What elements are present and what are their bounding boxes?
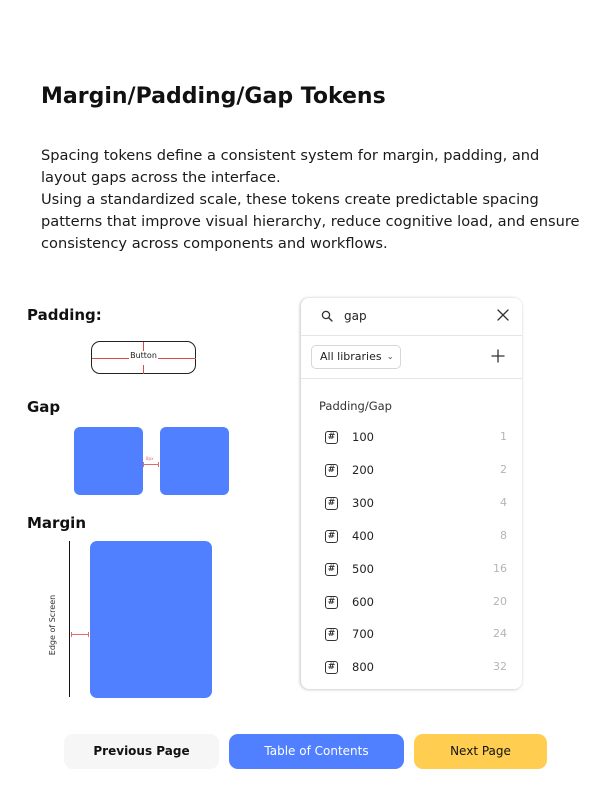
- previous-page-button[interactable]: Previous Page: [64, 734, 219, 769]
- token-name: 700: [352, 627, 374, 641]
- padding-button-text: Button: [130, 351, 157, 360]
- token-item[interactable]: [301, 621, 522, 649]
- gap-value-label: 8px: [146, 456, 154, 461]
- number-token-icon: #: [325, 464, 338, 477]
- margin-label: Margin: [27, 514, 87, 532]
- margin-content-box: [90, 541, 212, 698]
- token-item[interactable]: [301, 424, 522, 452]
- token-value: 16: [493, 562, 507, 575]
- token-name: 800: [352, 660, 374, 674]
- library-select-value: All libraries: [320, 350, 382, 363]
- token-name: 200: [352, 463, 374, 477]
- padding-top-line: [143, 342, 144, 351]
- search-icon: [321, 310, 333, 322]
- library-filter-row: [301, 336, 522, 379]
- token-name: 600: [352, 595, 374, 609]
- token-item[interactable]: [301, 589, 522, 617]
- padding-button-text-wrap: [92, 351, 195, 360]
- token-value: 20: [493, 595, 507, 608]
- table-of-contents-button[interactable]: Table of Contents: [229, 734, 404, 769]
- padding-bottom-line: [143, 365, 144, 374]
- number-token-icon: #: [325, 596, 338, 609]
- token-value: 4: [500, 496, 507, 509]
- token-name: 100: [352, 430, 374, 444]
- token-item[interactable]: [301, 490, 522, 518]
- intro-text: [41, 145, 581, 255]
- gap-label: Gap: [27, 398, 61, 416]
- intro-paragraph-2: Using a standardized scale, these tokens create predictable spacing patterns that improve visual hierarchy, reduce cognitive load, and ensure consistency across components and workflows.: [41, 191, 580, 252]
- token-name: 300: [352, 496, 374, 510]
- token-library-panel: [301, 298, 522, 689]
- token-name: 400: [352, 529, 374, 543]
- token-value: 1: [500, 430, 507, 443]
- page-title: Margin/Padding/Gap Tokens: [41, 84, 386, 109]
- number-token-icon: #: [325, 431, 338, 444]
- library-select[interactable]: [311, 345, 401, 369]
- plus-icon[interactable]: [491, 349, 505, 363]
- search-row: [301, 298, 522, 336]
- next-page-button[interactable]: Next Page: [414, 734, 547, 769]
- search-input[interactable]: gap: [344, 309, 367, 323]
- chevron-down-icon: ⌄: [386, 352, 394, 361]
- margin-measure-marker: [71, 634, 89, 635]
- token-value: 24: [493, 627, 507, 640]
- gap-box-right: [160, 427, 229, 495]
- number-token-icon: #: [325, 563, 338, 576]
- close-icon[interactable]: [497, 309, 509, 321]
- gap-box-left: [74, 427, 143, 495]
- token-value: 8: [500, 529, 507, 542]
- token-item[interactable]: [301, 654, 522, 682]
- gap-measure-marker: [143, 464, 159, 465]
- token-value: 2: [500, 463, 507, 476]
- screen-edge-line: [69, 541, 70, 697]
- number-token-icon: #: [325, 530, 338, 543]
- padding-label: Padding:: [27, 306, 102, 324]
- padding-button-demo: [91, 341, 196, 374]
- token-item[interactable]: [301, 457, 522, 485]
- token-group-title: Padding/Gap: [319, 399, 392, 413]
- token-item[interactable]: [301, 523, 522, 551]
- token-item[interactable]: [301, 556, 522, 584]
- number-token-icon: #: [325, 628, 338, 641]
- number-token-icon: #: [325, 661, 338, 674]
- edge-of-screen-label: Edge of Screen: [48, 594, 57, 656]
- token-value: 32: [493, 660, 507, 673]
- number-token-icon: #: [325, 497, 338, 510]
- intro-paragraph-1: Spacing tokens define a consistent system for margin, padding, and layout gaps across the interface.: [41, 147, 540, 186]
- token-name: 500: [352, 562, 374, 576]
